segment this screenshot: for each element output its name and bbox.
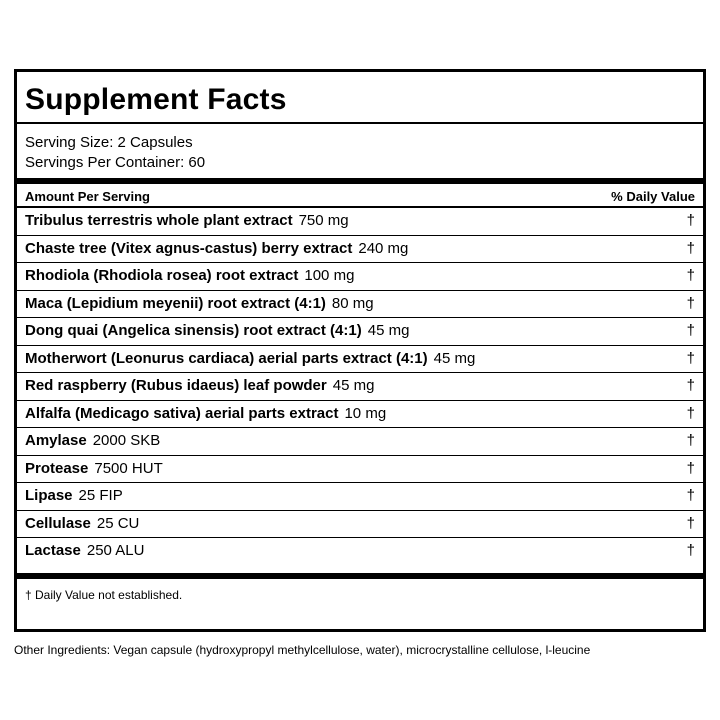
- ingredient-name: Tribulus terrestris whole plant extract: [25, 212, 293, 229]
- divider-thick: [17, 573, 703, 579]
- daily-value-mark: †: [686, 322, 695, 339]
- ingredient-name: Amylase: [25, 432, 87, 449]
- daily-value-mark: †: [686, 459, 695, 477]
- ingredient-name: Lactase: [25, 542, 81, 559]
- ingredient-amount: 10 mg: [344, 404, 387, 422]
- other-ingredients: Other Ingredients: Vegan capsule (hydroxypropyl methylcellulose, water), microcrystalline cellulose, l-leucine: [14, 643, 591, 657]
- table-row: [17, 401, 703, 429]
- ingredient-name: Rhodiola (Rhodiola rosea) root extract: [25, 267, 299, 284]
- ingredient-name: Alfalfa (Medicago sativa) aerial parts extract: [25, 404, 339, 422]
- ingredient-amount: 25 FIP: [78, 487, 123, 504]
- ingredient-table: [17, 208, 703, 566]
- ingredient-name: Dong quai (Angelica sinensis) root extract (4:1): [25, 322, 362, 339]
- ingredient-name: Cellulase: [25, 514, 91, 532]
- serving-size: Serving Size: 2 Capsules: [25, 134, 193, 151]
- table-row: [17, 538, 703, 566]
- daily-value-mark: †: [686, 432, 695, 449]
- ingredient-amount: 7500 HUT: [94, 459, 163, 477]
- table-row: [17, 291, 703, 319]
- daily-value-mark: †: [686, 542, 695, 559]
- daily-value-mark: †: [686, 377, 695, 394]
- ingredient-amount: 750 mg: [298, 212, 349, 229]
- daily-value-mark: †: [686, 514, 695, 532]
- daily-value-mark: †: [686, 294, 695, 312]
- ingredient-amount: 80 mg: [331, 294, 374, 312]
- divider-thin: [17, 122, 703, 124]
- daily-value-mark: †: [686, 212, 695, 229]
- panel-title: Supplement Facts: [25, 83, 287, 116]
- table-row: [17, 373, 703, 401]
- daily-value-mark: †: [686, 404, 695, 422]
- table-row: [17, 208, 703, 236]
- table-row: [17, 236, 703, 264]
- table-row: [17, 428, 703, 456]
- amount-per-serving-header: Amount Per Serving: [25, 189, 150, 204]
- servings-per-container: Servings Per Container: 60: [25, 154, 206, 171]
- ingredient-amount: 250 ALU: [86, 542, 145, 559]
- daily-value-mark: †: [686, 239, 695, 257]
- ingredient-name: Protease: [25, 459, 89, 477]
- ingredient-name: Motherwort (Leonurus cardiaca) aerial parts extract (4:1): [25, 349, 428, 367]
- ingredient-amount: 45 mg: [367, 322, 410, 339]
- table-row: [17, 263, 703, 291]
- table-row: [17, 483, 703, 511]
- daily-value-mark: †: [686, 487, 695, 504]
- ingredient-amount: 45 mg: [332, 377, 375, 394]
- ingredient-name: Red raspberry (Rubus idaeus) leaf powder: [25, 377, 327, 394]
- ingredient-amount: 240 mg: [358, 239, 409, 257]
- table-row: [17, 318, 703, 346]
- ingredient-amount: 100 mg: [304, 267, 355, 284]
- ingredient-name: Lipase: [25, 487, 73, 504]
- table-row: [17, 511, 703, 539]
- table-row: [17, 346, 703, 374]
- ingredient-amount: 45 mg: [433, 349, 476, 367]
- daily-value-header: % Daily Value: [611, 189, 695, 204]
- table-row: [17, 456, 703, 484]
- footnote: † Daily Value not established.: [25, 588, 183, 602]
- ingredient-name: Maca (Lepidium meyenii) root extract (4:1): [25, 294, 326, 312]
- ingredient-name: Chaste tree (Vitex agnus-castus) berry extract: [25, 239, 353, 257]
- divider-thick: [17, 178, 703, 184]
- ingredient-amount: 2000 SKB: [92, 432, 161, 449]
- daily-value-mark: †: [686, 349, 695, 367]
- daily-value-mark: †: [686, 267, 695, 284]
- ingredient-amount: 25 CU: [96, 514, 140, 532]
- supplement-facts-panel: [14, 69, 706, 632]
